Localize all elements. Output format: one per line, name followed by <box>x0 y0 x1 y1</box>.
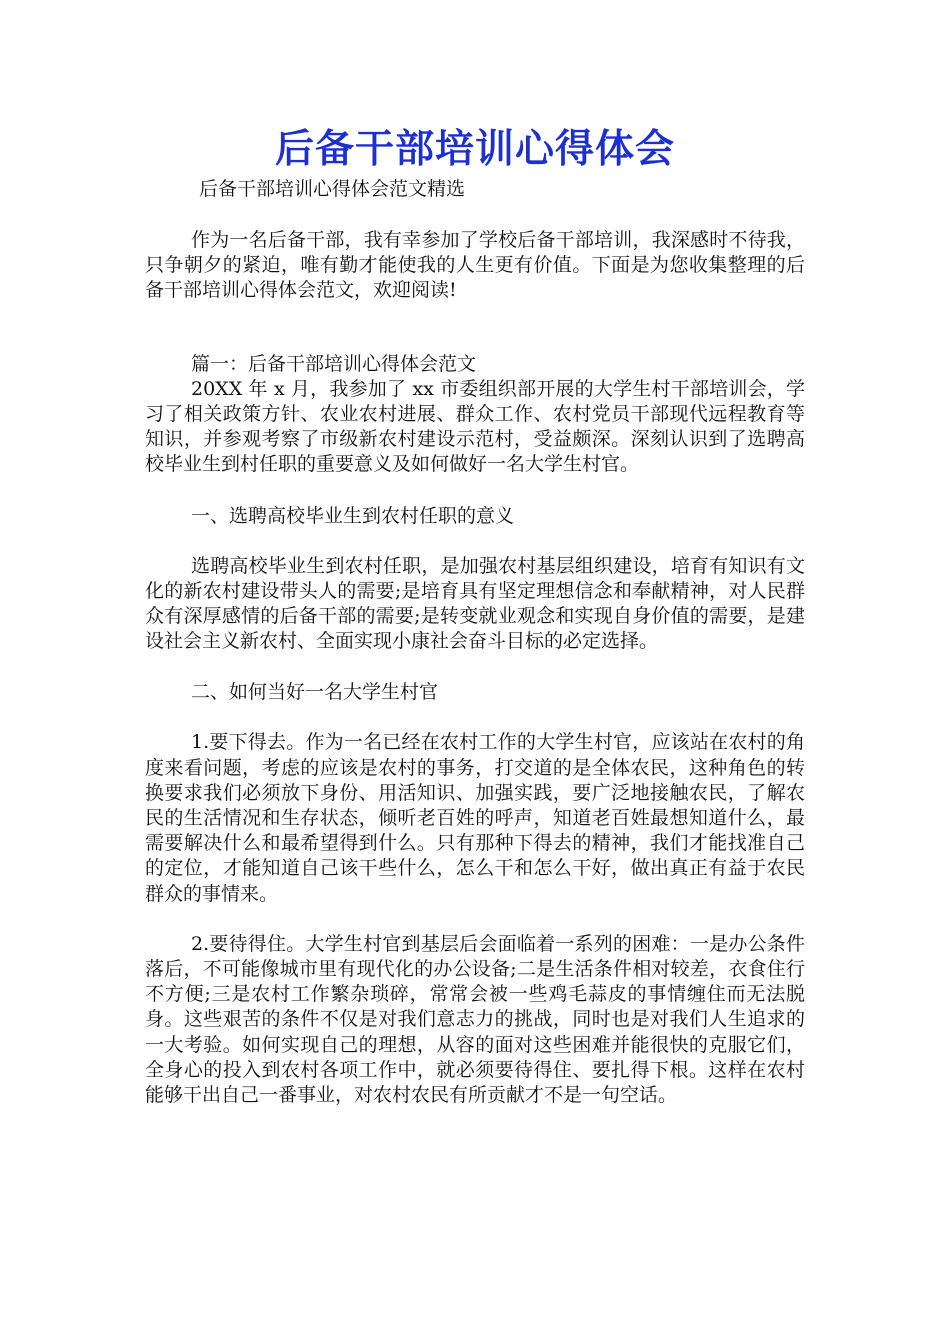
point1-paragraph: 1.要下得去。作为一名已经在农村工作的大学生村官，应该站在农村的角度来看问题，考虑的应该是农村的事务，打交道的是全体农民，这种角色的转换要求我们必须放下身份、用活知识、加强实践，要广泛地接触农民，了解农民的生活情况和生存状态，倾听老百姓的呼声，知道老百姓最想知道什么，最需要解决什么和最希望得到什么。只有那种下得去的精神，我们才能找准自己的定位，才能知道自己该干些什么，怎么干和怎么干好，做出真正有益于农民群众的事情来。 <box>145 731 805 905</box>
document-title: 后备干部培训心得体会 <box>274 126 675 172</box>
section2-heading: 二、如何当好一名大学生村官 <box>191 681 439 704</box>
document-subtitle: 后备干部培训心得体会范文精选 <box>199 178 466 200</box>
chapter-intro-paragraph: 20XX 年 x 月，我参加了 xx 市委组织部开展的大学生村干部培训会，学习了相关政策方针、农业农村进展、群众工作、农村党员干部现代远程教育等知识，并参观考察了市级新农村建设示范村，受益颇深。深刻认识到了选聘高校毕业生到村任职的重要意义及如何做好一名大学生村官。 <box>145 377 805 476</box>
section1-heading: 一、选聘高校毕业生到农村任职的意义 <box>191 504 515 527</box>
intro-paragraph: 作为一名后备干部，我有幸参加了学校后备干部培训，我深感时不待我，只争朝夕的紧迫，唯有勤才能使我的人生更有价值。下面是为您收集整理的后备干部培训心得体会范文，欢迎阅读! <box>145 229 805 302</box>
chapter-title: 篇一：后备干部培训心得体会范文 <box>191 352 477 375</box>
section1-paragraph: 选聘高校毕业生到农村任职，是加强农村基层组织建设，培育有知识有文化的新农村建设带头人的需要;是培育具有坚定理想信念和奉献精神，对人民群众有深厚感情的后备干部的需要;是转变就业观念和实现自身价值的需要，是建设社会主义新农村、全面实现小康社会奋斗目标的必定选择。 <box>145 554 805 653</box>
point2-paragraph: 2.要待得住。大学生村官到基层后会面临着一系列的困难：一是办公条件落后，不可能像城市里有现代化的办公设备;二是生活条件相对较差，衣食住行不方便;三是农村工作繁杂琐碎，常常会被一些鸡毛蒜皮的事情缠住而无法脱身。这些艰苦的条件不仅是对我们意志力的挑战，同时也是对我们人生追求的一大考验。如何实现自己的理想，从容的面对这些困难并能很快的克服它们，全身心的投入到农村各项工作中，就必须要待得住、要扎得下根。这样在农村能够干出自己一番事业，对农村农民有所贡献才不是一句空话。 <box>145 932 805 1107</box>
document-page <box>145 122 805 1108</box>
